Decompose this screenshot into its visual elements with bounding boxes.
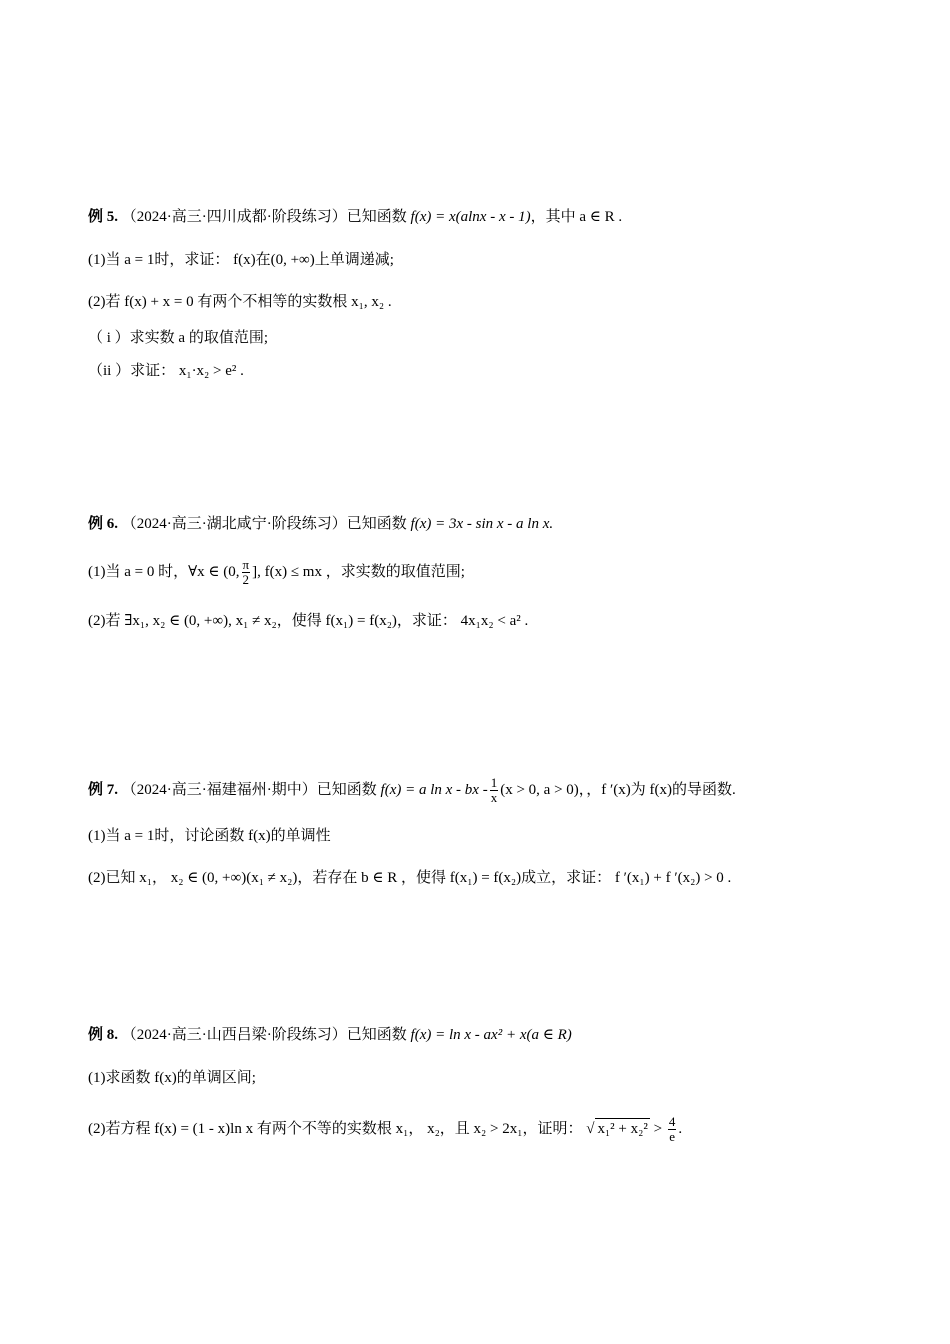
four-over-e-fraction (668, 1115, 677, 1144)
function-definition: f(x) = a ln x - bx - (380, 781, 488, 798)
example-label: 例 6. (88, 516, 119, 532)
example-8-question-2 (88, 1115, 682, 1144)
fraction-denominator: 2 (242, 572, 250, 587)
example-label: 例 7. (88, 781, 119, 798)
function-definition: f(x) = 3x - sin x - a ln x. (410, 516, 554, 532)
fraction-numerator: 1 (490, 775, 498, 790)
example-5-question-2: (2)若 f(x) + x = 0 有两个不相等的实数根 x₁, x₂ . (88, 294, 392, 310)
example-6-question-1 (88, 558, 465, 587)
example-7-question-1: (1)当 a = 1时，讨论函数 f(x)的单调性 (88, 828, 331, 844)
period: . (678, 1120, 683, 1137)
example-source: （2024·高三·湖北咸宁·阶段练习） (121, 516, 347, 532)
sqrt-radicand: x₁² + x₂² (595, 1118, 649, 1139)
pi-over-2-fraction (242, 558, 251, 587)
example-source: （2024·高三·山西吕梁·阶段练习） (121, 1027, 347, 1043)
one-over-x-fraction (490, 776, 499, 805)
example-5-question-1: (1)当 a = 1时，求证： f(x)在(0, +∞)上单调递减; (88, 252, 394, 268)
example-lead: 已知函数 (346, 209, 407, 225)
example-source: （2024·高三·四川成都·阶段练习） (121, 209, 347, 225)
example-5-heading (88, 207, 622, 227)
example-lead: 已知函数 (346, 1027, 407, 1043)
example-5-question-2-i: （ i ）求实数 a 的取值范围; (88, 330, 268, 346)
fraction-numerator: 4 (668, 1114, 676, 1129)
example-lead: 已知函数 (346, 516, 407, 532)
example-8-question-1: (1)求函数 f(x)的单调区间; (88, 1070, 256, 1086)
sqrt-symbol: √ (586, 1120, 595, 1137)
question-text: ], f(x) ≤ mx ，求实数的取值范围; (252, 563, 465, 580)
example-lead: 已知函数 (316, 781, 377, 798)
fraction-numerator: π (242, 557, 250, 572)
example-label: 例 5. (88, 209, 119, 225)
question-text: (1)当 a = 0 时，∀x ∈ (0, (88, 563, 240, 580)
function-definition-tail: (x > 0, a > 0)，，f ′(x)为 f(x)的导函数. (500, 781, 736, 798)
example-6-heading (88, 514, 553, 534)
fraction-denominator: x (490, 790, 498, 805)
example-5-question-2-ii: （ii ）求证： x₁·x₂ > e² . (88, 363, 244, 379)
example-8-heading (88, 1025, 572, 1045)
example-7-question-2: (2)已知 x₁， x₂ ∈ (0, +∞)(x₁ ≠ x₂)，若存在 b ∈ R ，使得 f(x₁) = f(x₂)成立，求证： f ′(x₁) + f ′(x₂) > 0 . (88, 870, 732, 886)
example-source: （2024·高三·福建福州·期中） (121, 781, 317, 798)
function-definition: f(x) = ln x - ax² + x(a ∈ R) (410, 1027, 572, 1043)
greater-than: > (653, 1120, 663, 1137)
example-7-heading (88, 776, 736, 805)
example-6-question-2: (2)若 ∃x₁, x₂ ∈ (0, +∞), x₁ ≠ x₂，使得 f(x₁) = f(x₂)，求证： 4x₁x₂ < a² . (88, 613, 529, 629)
example-label: 例 8. (88, 1027, 119, 1043)
fraction-denominator: e (669, 1129, 675, 1144)
example-tail: ，其中 a ∈ R . (530, 209, 623, 225)
question-text: (2)若方程 f(x) = (1 - x)ln x 有两个不等的实数根 x₁， x₂，且 x₂ > 2x₁，证明： (88, 1120, 583, 1137)
function-definition: f(x) = x(alnx - x - 1) (410, 209, 531, 225)
